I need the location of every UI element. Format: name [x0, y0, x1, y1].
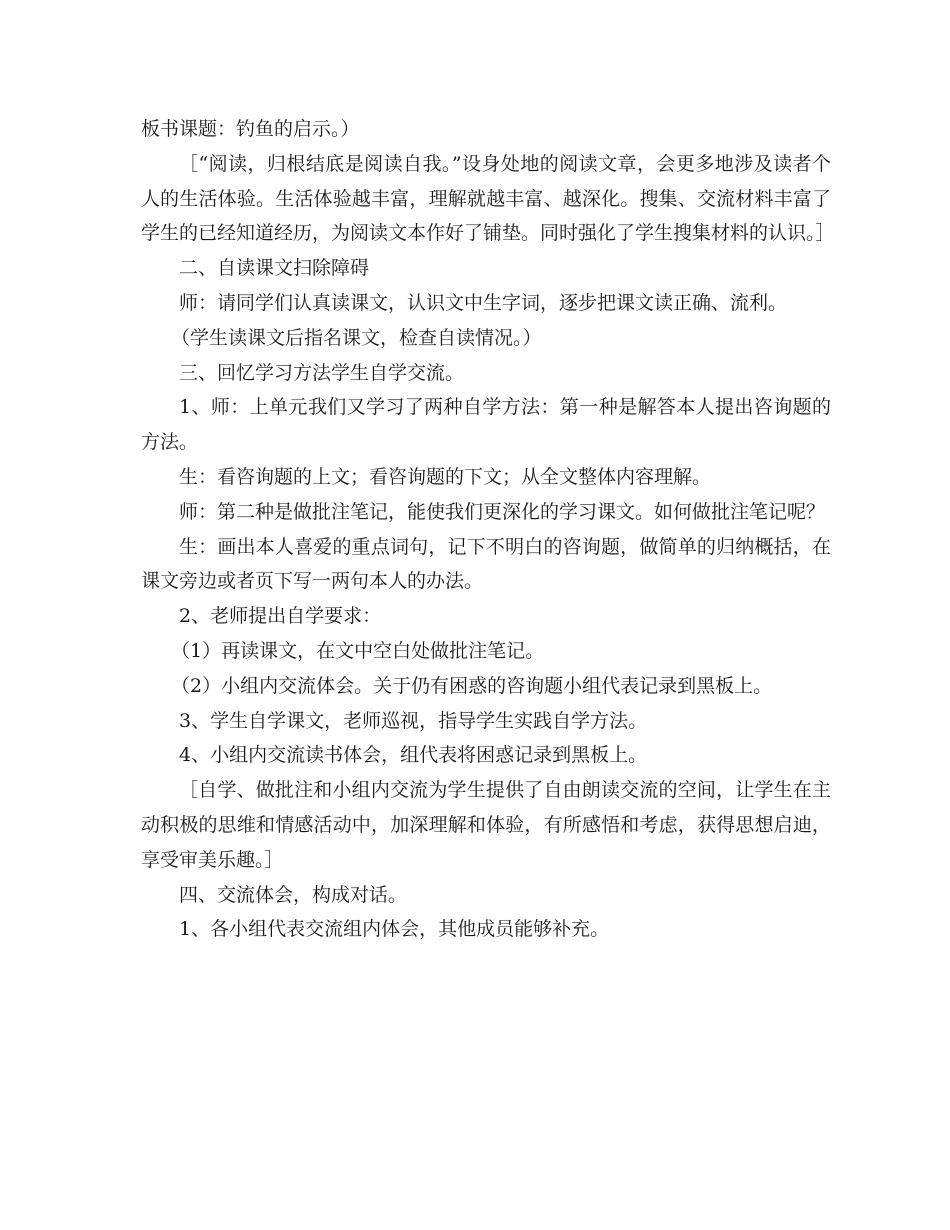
paragraph-student-reading-note: （学生读课文后指名课文，检查自读情况。） [171, 326, 542, 349]
paragraph-self-study-requirements: 2、老师提出自学要求： [179, 605, 382, 628]
paragraph-method-one: 1、师：上单元我们又学习了两种自学方法：第一种是解答本人提出咨询题的方法。 [141, 396, 831, 454]
section-heading-review-methods: 三、回忆学习方法学生自学交流。 [179, 361, 465, 384]
paragraph-self-study-commentary: ［自学、做批注和小组内交流为学生提供了自由朗读交流的空间，让学生在主动积极的思维和情感活动中，加深理解和体验，有所感悟和考虑，获得思想启迪，享受审美乐趣。］ [141, 779, 831, 871]
paragraph-step-three: 3、学生自学课文，老师巡视，指导学生实践自学方法。 [179, 709, 648, 732]
paragraph-teacher-instruction: 师：请同学们认真读课文，认识文中生字词，逐步把课文读正确、流利。 [179, 291, 788, 314]
section-heading-self-reading: 二、自读课文扫除障碍 [179, 257, 370, 280]
paragraph-student-answer-one: 生：看咨询题的上文；看咨询题的下文；从全文整体内容理解。 [179, 465, 712, 488]
section-heading-dialogue: 四、交流体会，构成对话。 [179, 883, 408, 906]
paragraph-blackboard-title: 板书课题：钓鱼的启示。） [141, 118, 360, 140]
paragraph-group-sharing: 1、各小组代表交流组内体会，其他成员能够补充。 [179, 918, 610, 941]
paragraph-student-answer-two: 生：画出本人喜爱的重点词句，记下不明白的咨询题，做简单的归纳概括，在课文旁边或者页下写一两句本人的办法。 [141, 535, 831, 593]
paragraph-method-two: 师：第二种是做批注笔记，能使我们更深化的学习课文。如何做批注笔记呢？ [179, 500, 826, 523]
paragraph-requirement-two: （2）小组内交流体会。关于仍有困惑的咨询题小组代表记录到黑板上。 [171, 674, 773, 697]
paragraph-step-four: 4、小组内交流读书体会，组代表将困惑记录到黑板上。 [179, 744, 648, 767]
paragraph-requirement-one: （1）再读课文，在文中空白处做批注笔记。 [171, 639, 545, 662]
document-body [141, 112, 835, 947]
paragraph-reading-commentary: ［“阅读，归根结底是阅读自我。”设身处地的阅读文章，会更多地涉及读者个人的生活体验。生活体验越丰富，理解就越丰富、越深化。搜集、交流材料丰富了学生的已经知道经历，为阅读文本作好了铺垫。同时强化了学生搜集材料的认识。］ [141, 152, 835, 245]
